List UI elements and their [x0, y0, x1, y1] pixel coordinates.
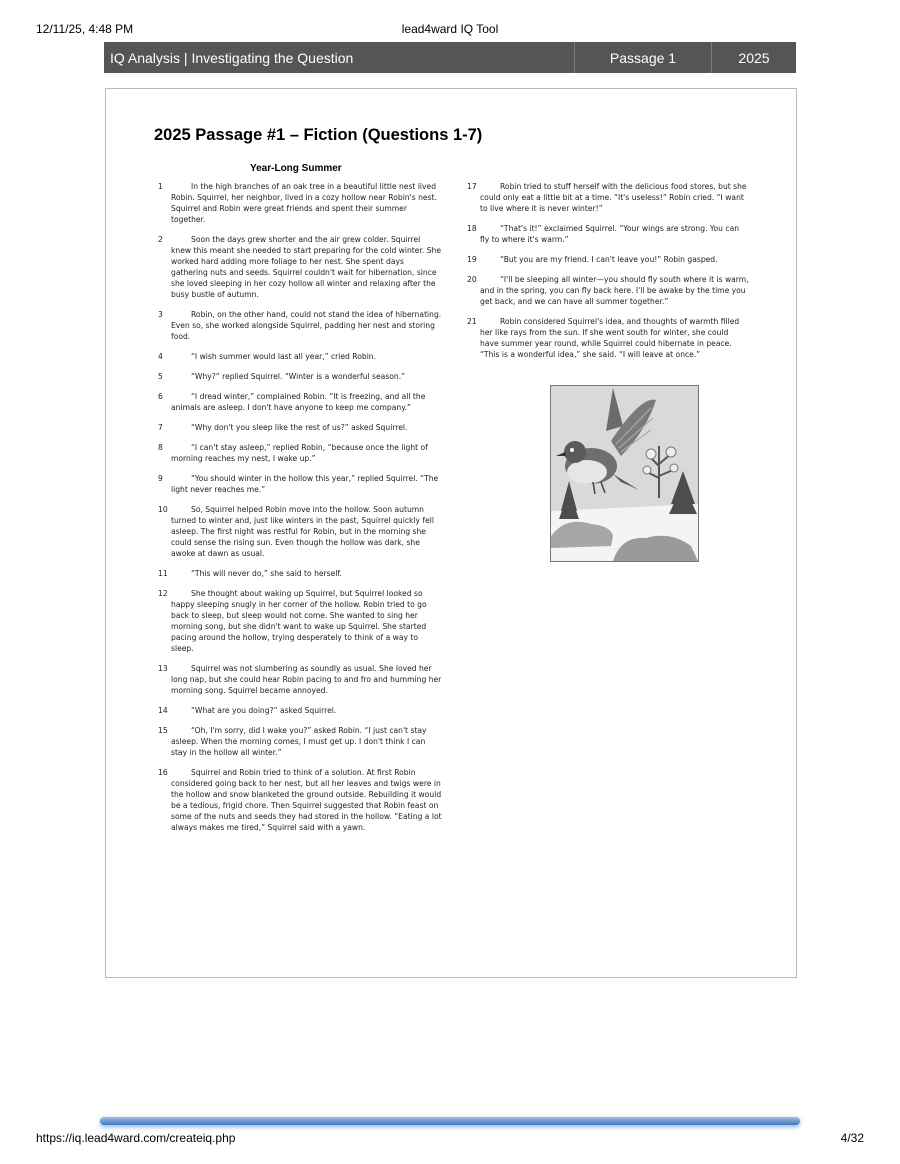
passage-document — [105, 88, 797, 978]
paragraph-text: “You should winter in the hollow this year,” replied Squirrel. “The light never reaches me.” — [171, 474, 439, 494]
paragraph-number: 2 — [158, 235, 163, 244]
paragraph — [158, 351, 442, 362]
print-page-title: lead4ward IQ Tool — [401, 22, 499, 36]
paragraph — [467, 181, 749, 214]
paragraph-text: Robin tried to stuff herself with the delicious food stores, but she could only eat a little bit at a time. “It's useless!” Robin cried. “I want to live where it is never winter!” — [480, 182, 747, 213]
paragraph — [467, 316, 749, 360]
passage-left-column — [158, 181, 442, 842]
paragraph — [158, 568, 442, 579]
paragraph-text: “I'll be sleeping all winter—you should fly south where it is warm, and in the spring, you can fly back here. I'll be awake by the time you get back, and we can have all summer together.” — [480, 275, 749, 306]
print-header — [0, 22, 900, 38]
paragraph-number: 13 — [158, 664, 168, 673]
paragraph-number: 17 — [467, 182, 477, 191]
print-url: https://iq.lead4ward.com/createiq.php — [36, 1131, 236, 1145]
paragraph-number: 6 — [158, 392, 163, 401]
paragraph-number: 15 — [158, 726, 168, 735]
paragraph-number: 20 — [467, 275, 477, 284]
paragraph — [467, 223, 749, 245]
page-bottom-shadow — [100, 1117, 800, 1125]
paragraph-text: She thought about waking up Squirrel, but Squirrel looked so happy sleeping snugly in her corner of the hollow. Robin tried to go back to sleep, but sleep would not come. She wanted to sing her morning song, but she didn't want to wake up Squirrel. She started pacing around the hollow, trying desperately to think of a way to sleep. — [171, 589, 427, 653]
paragraph-number: 7 — [158, 423, 163, 432]
paragraph — [158, 588, 442, 654]
paragraph — [158, 663, 442, 696]
paragraph-number: 1 — [158, 182, 163, 191]
print-footer — [0, 1131, 900, 1147]
paragraph-text: “I dread winter,” complained Robin. “It is freezing, and all the animals are asleep. I don't have anyone to keep me company.” — [171, 392, 426, 412]
passage-right-column — [467, 181, 749, 369]
topbar-title: IQ Analysis | Investigating the Question — [104, 42, 575, 73]
topbar-year: 2025 — [738, 49, 770, 66]
paragraph — [158, 422, 442, 433]
paragraph-number: 16 — [158, 768, 168, 777]
paragraph-number: 10 — [158, 505, 168, 514]
paragraph — [158, 473, 442, 495]
paragraph — [158, 181, 442, 225]
paragraph-text: “That's it!” exclaimed Squirrel. “Your wings are strong. You can fly to where it's warm.” — [480, 224, 740, 244]
paragraph-number: 3 — [158, 310, 163, 319]
paragraph-text: “Oh, I'm sorry, did I wake you?” asked Robin. “I just can't stay asleep. When the morning comes, I must get up. I don't think I can stay in the hollow all winter.” — [171, 726, 427, 757]
paragraph-text: So, Squirrel helped Robin move into the hollow. Soon autumn turned to winter and, just like winters in the past, Squirrel quickly fell asleep. The first night was restful for Robin, but in the morning she could sense the rising sun. Even though the hollow was dark, she awoke at dawn as usual. — [171, 505, 434, 558]
paragraph — [467, 254, 749, 265]
paragraph-text: “What are you doing?” asked Squirrel. — [191, 706, 337, 715]
paragraph-text: “Why?” replied Squirrel. “Winter is a wonderful season.” — [191, 372, 406, 381]
paragraph-text: Soon the days grew shorter and the air grew colder. Squirrel knew this meant she needed to start preparing for the cold winter. She worked hard adding more foliage to her nest. She spent days gathering nuts and seeds. Squirrel couldn't wait for hibernation, since she loved sleeping in her cozy hollow all winter and relaxing after the busy bustle of autumn. — [171, 235, 442, 299]
paragraph-number: 8 — [158, 443, 163, 452]
robin-illustration — [550, 385, 699, 562]
paragraph-text: “I can't stay asleep,” replied Robin, “because once the light of morning reaches my nest, I wake up.” — [171, 443, 428, 463]
paragraph — [158, 309, 442, 342]
paragraph-number: 5 — [158, 372, 163, 381]
paragraph-text: “I wish summer would last all year,” cried Robin. — [191, 352, 377, 361]
paragraph-number: 12 — [158, 589, 168, 598]
paragraph-number: 9 — [158, 474, 163, 483]
paragraph — [158, 442, 442, 464]
paragraph — [158, 234, 442, 300]
paragraph-number: 11 — [158, 569, 168, 578]
paragraph-number: 14 — [158, 706, 168, 715]
paragraph-number: 4 — [158, 352, 163, 361]
print-page-number: 4/32 — [840, 1131, 864, 1145]
paragraph — [158, 391, 442, 413]
paragraph-text: Robin, on the other hand, could not stand the idea of hibernating. Even so, she worked alongside Squirrel, padding her nest and storing food. — [171, 310, 442, 341]
paragraph — [158, 725, 442, 758]
paragraph-number: 18 — [467, 224, 477, 233]
paragraph-text: Robin considered Squirrel's idea, and thoughts of warmth filled her like rays from the sun. If she went south for winter, she could have summer year round, while Squirrel could hibernate in peace. “This is a wonderful idea,” she said. “I will leave at once.” — [480, 317, 740, 359]
paragraph-text: “This will never do,” she said to herself. — [191, 569, 342, 578]
paragraph-text: Squirrel was not slumbering as soundly as usual. She loved her long nap, but she could hear Robin pacing to and fro and humming her morning song. Squirrel became annoyed. — [171, 664, 442, 695]
paragraph-text: “But you are my friend. I can't leave you!” Robin gasped. — [500, 255, 718, 264]
paragraph — [158, 371, 442, 382]
paragraph — [158, 504, 442, 559]
passage-heading: 2025 Passage #1 – Fiction (Questions 1-7) — [154, 126, 483, 144]
story-title: Year-Long Summer — [250, 163, 342, 174]
print-datetime: 12/11/25, 4:48 PM — [36, 22, 134, 36]
iq-topbar — [104, 42, 796, 73]
robin-drawing — [551, 386, 698, 561]
paragraph-text: “Why don't you sleep like the rest of us?” asked Squirrel. — [191, 423, 408, 432]
paragraph-text: Squirrel and Robin tried to think of a solution. At first Robin considered going back to her nest, but all her leaves and twigs were in the hollow and snow blanketed the ground outside. Rebuilding it would be a tedious, frigid chore. Then Squirrel suggested that Robin feast on some of the nuts and seeds they had stored in the hollow. “Eating a lot always makes me tired,” Squirrel said with a yawn. — [171, 768, 442, 832]
paragraph-number: 21 — [467, 317, 477, 326]
paragraph — [467, 274, 749, 307]
paragraph — [158, 767, 442, 833]
paragraph-text: In the high branches of an oak tree in a beautiful little nest lived Robin. Squirrel, her neighbor, lived in a cozy hollow near Robin's nest. Squirrel and Robin were great friends and spent their summer together. — [171, 182, 437, 224]
topbar-passage: Passage 1 — [575, 42, 712, 73]
paragraph — [158, 705, 442, 716]
paragraph-number: 19 — [467, 255, 477, 264]
